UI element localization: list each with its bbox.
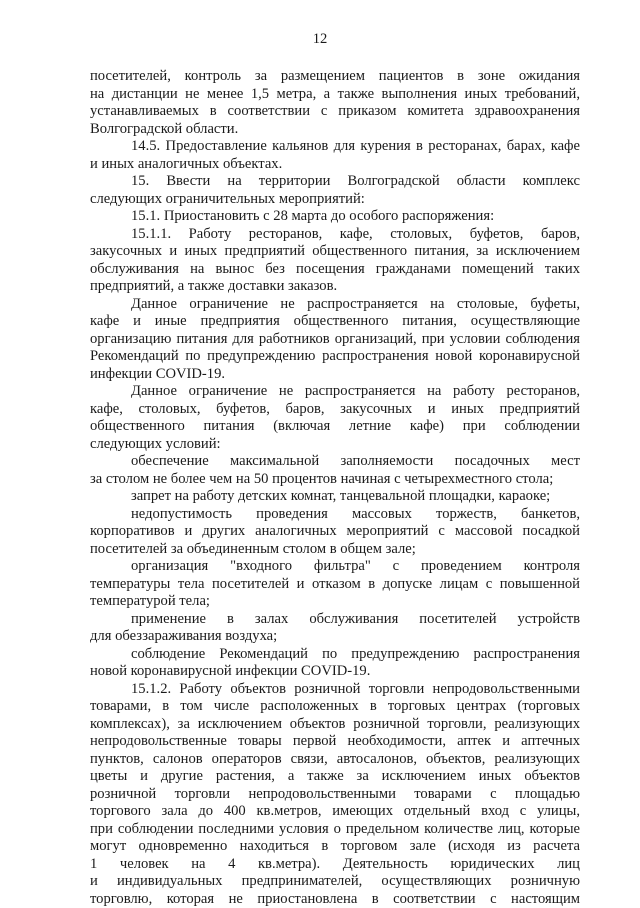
text-line: товарами, в том числе расположенных в торговых центрах (торговых (90, 698, 580, 716)
text-line: 15. Ввести на территории Волгоградской области комплекс (90, 173, 580, 191)
text-line: температурой тела; (90, 593, 580, 611)
document-body (90, 68, 580, 908)
text-line: Рекомендаций по предупреждению распространения новой коронавирусной (90, 348, 580, 366)
text-line: 15.1.2. Работу объектов розничной торговли непродовольственными (90, 681, 580, 699)
text-line: кафе и иные предприятия общественного питания, осуществляющие (90, 313, 580, 331)
text-line: обслуживания на вынос без посещения гражданами помещений таких (90, 261, 580, 279)
paragraph (90, 208, 580, 226)
text-line: соблюдение Рекомендаций по предупреждению распространения (90, 646, 580, 664)
paragraph (90, 296, 580, 384)
text-line: торгового зала до 400 кв.метров, имеющих отдельный вход с улицы, (90, 803, 580, 821)
text-line: обеспечение максимальной заполняемости посадочных мест (90, 453, 580, 471)
text-line: организацию питания для работников организаций, при условии соблюдения (90, 331, 580, 349)
text-line: посетителей за объединенным столом в общем зале; (90, 541, 580, 559)
text-line: цветы и другие растения, а также за исключением иных объектов (90, 768, 580, 786)
paragraph (90, 173, 580, 208)
paragraph (90, 681, 580, 908)
text-line: 14.5. Предоставление кальянов для курения в ресторанах, барах, кафе (90, 138, 580, 156)
paragraph (90, 68, 580, 138)
text-line: Волгоградской области. (90, 121, 580, 139)
text-line: устанавливаемых в соответствии с приказом комитета здравоохранения (90, 103, 580, 121)
text-line: могут одновременно находиться в торговом зале (исходя из расчета (90, 838, 580, 856)
text-line: предприятий, а также доставки заказов. (90, 278, 580, 296)
text-line: корпоративов и других аналогичных мероприятий с массовой посадкой (90, 523, 580, 541)
text-line: кафе, столовых, буфетов, баров, закусочных и иных предприятий (90, 401, 580, 419)
paragraph (90, 138, 580, 173)
text-line: при соблюдении последними условия о предельном количестве лиц, которые (90, 821, 580, 839)
text-line: 1 человек на 4 кв.метра). Деятельность юридических лиц (90, 856, 580, 874)
text-line: температуры тела посетителей и отказом в допуске лицам с повышенной (90, 576, 580, 594)
text-line: посетителей, контроль за размещением пациентов в зоне ожидания (90, 68, 580, 86)
text-line: закусочных и иных предприятий общественного питания, за исключением (90, 243, 580, 261)
paragraph (90, 383, 580, 453)
text-line: новой коронавирусной инфекции COVID-19. (90, 663, 580, 681)
paragraph (90, 646, 580, 681)
text-line: за столом не более чем на 50 процентов начиная с четырехместного стола; (90, 471, 580, 489)
text-line: 15.1.1. Работу ресторанов, кафе, столовых, буфетов, баров, (90, 226, 580, 244)
text-line: организация "входного фильтра" с проведением контроля (90, 558, 580, 576)
text-line: для обеззараживания воздуха; (90, 628, 580, 646)
text-line: пунктов, салонов операторов связи, автосалонов, объектов, реализующих (90, 751, 580, 769)
paragraph (90, 453, 580, 488)
text-line: Данное ограничение не распространяется на столовые, буфеты, (90, 296, 580, 314)
text-line: запрет на работу детских комнат, танцевальной площадки, караоке; (90, 488, 580, 506)
text-line: недопустимость проведения массовых торжеств, банкетов, (90, 506, 580, 524)
paragraph (90, 488, 580, 506)
text-line: общественного питания (включая летние кафе) при соблюдении (90, 418, 580, 436)
page-number: 12 (0, 31, 640, 49)
paragraph (90, 558, 580, 611)
text-line: применение в залах обслуживания посетителей устройств (90, 611, 580, 629)
text-line: и иных аналогичных объектах. (90, 156, 580, 174)
text-line: 15.1. Приостановить с 28 марта до особого распоряжения: (90, 208, 580, 226)
paragraph (90, 506, 580, 559)
text-line: торговлю, которая не приостановлена в соответствии с настоящим (90, 891, 580, 908)
text-line: следующих условий: (90, 436, 580, 454)
text-line: следующих ограничительных мероприятий: (90, 191, 580, 209)
paragraph (90, 226, 580, 296)
text-line: Данное ограничение не распространяется на работу ресторанов, (90, 383, 580, 401)
paragraph (90, 611, 580, 646)
text-line: на дистанции не менее 1,5 метра, а также выполнения иных требований, (90, 86, 580, 104)
text-line: комплексах), за исключением объектов розничной торговли, реализующих (90, 716, 580, 734)
text-line: инфекции COVID-19. (90, 366, 580, 384)
text-line: непродовольственные товары первой необходимости, аптек и аптечных (90, 733, 580, 751)
text-line: розничной торговли непродовольственными товарами с площадью (90, 786, 580, 804)
text-line: и индивидуальных предпринимателей, осуществляющих розничную (90, 873, 580, 891)
